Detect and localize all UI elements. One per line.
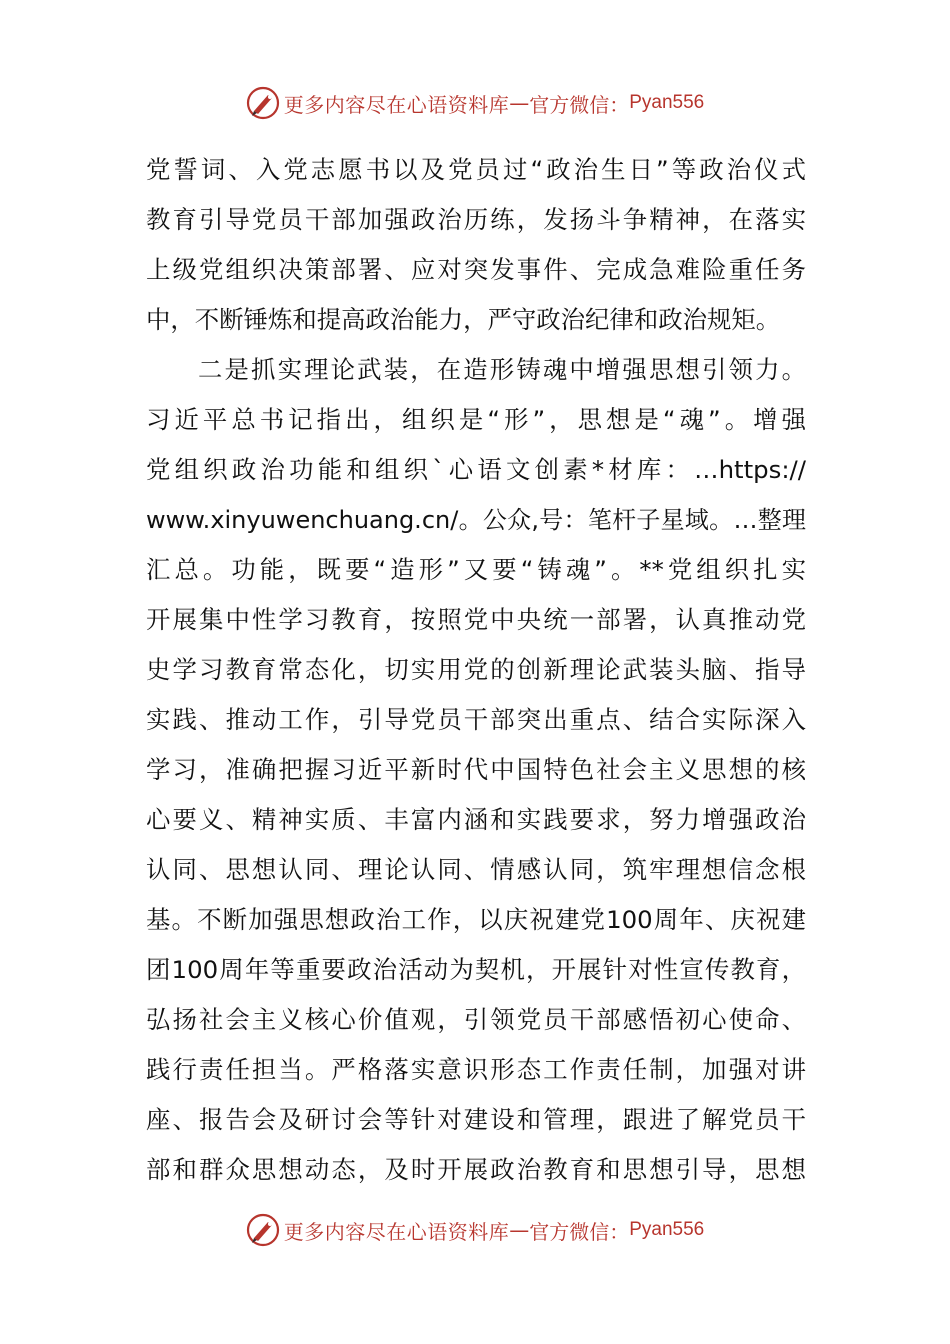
text-line: 实践、推动工作，引导党员干部突出重点、结合实际深入 [146, 705, 806, 734]
banner-dash: — [509, 1218, 530, 1242]
text-line: 史学习教育常态化，切实用党的创新理论武装头脑、指导 [146, 655, 806, 684]
text-line: 弘扬社会主义核心价值观，引领党员干部感悟初心使命、 [146, 1005, 806, 1034]
paragraph-heading: 二是抓实理论武装，在造形铸魂中增强思想引领力。 [198, 355, 806, 384]
text-line: 党组织政治功能和组织`心语文创素*材库：…https:// [146, 455, 806, 484]
text-line: www.xinyuwenchuang.cn/。公众,号：笔杆子星域。…整理 [146, 506, 806, 534]
text-line: 开展集中性学习教育，按照党中央统一部署，认真推动党 [146, 605, 806, 634]
text-line: 中，不断锤炼和提高政治能力，严守政治纪律和政治规矩。 [146, 305, 781, 334]
text-line: 座、报告会及研讨会等针对建设和管理，跟进了解党员干 [146, 1105, 806, 1134]
footer-banner [0, 1209, 950, 1251]
text-line: 践行责任担当。严格落实意识形态工作责任制，加强对讲 [146, 1055, 806, 1084]
text-line: 教育引导党员干部加强政治历练，发扬斗争精神，在落实 [146, 205, 806, 234]
banner-text: 更多内容尽在心语资料库 [283, 92, 510, 117]
text-line: 上级党组织决策部署、应对突发事件、完成急难险重任务 [146, 255, 806, 284]
text-line: 认同、思想认同、理论认同、情感认同，筑牢理想信念根 [146, 855, 806, 884]
text-line: 团100周年等重要政治活动为契机，开展针对性宣传教育， [146, 955, 806, 984]
banner-wechat-label: 官方微信： [529, 92, 630, 117]
banner-wechat-id: Pyan556 [629, 1219, 705, 1240]
text-line: 党誓词、入党志愿书以及党员过“政治生日”等政治仪式 [146, 155, 806, 184]
text-line: 心要义、精神实质、丰富内涵和实践要求，努力增强政治 [146, 805, 806, 834]
text-line: 部和群众思想动态，及时开展政治教育和思想引导，思想 [146, 1155, 806, 1184]
text-line: 学习，准确把握习近平新时代中国特色社会主义思想的核 [146, 755, 806, 784]
banner-wechat-label: 官方微信： [529, 1219, 630, 1244]
pen-logo-icon [246, 1213, 280, 1247]
text-line: 习近平总书记指出，组织是“形”，思想是“魂”。增强 [146, 405, 806, 434]
banner-text: 更多内容尽在心语资料库 [283, 1219, 510, 1244]
banner-dash: — [509, 91, 530, 115]
banner-wechat-id: Pyan556 [629, 92, 705, 113]
text-line: 基。不断加强思想政治工作，以庆祝建党100周年、庆祝建 [146, 905, 806, 934]
text-line: 汇总。功能，既要“造形”又要“铸魂”。**党组织扎实 [146, 555, 806, 584]
